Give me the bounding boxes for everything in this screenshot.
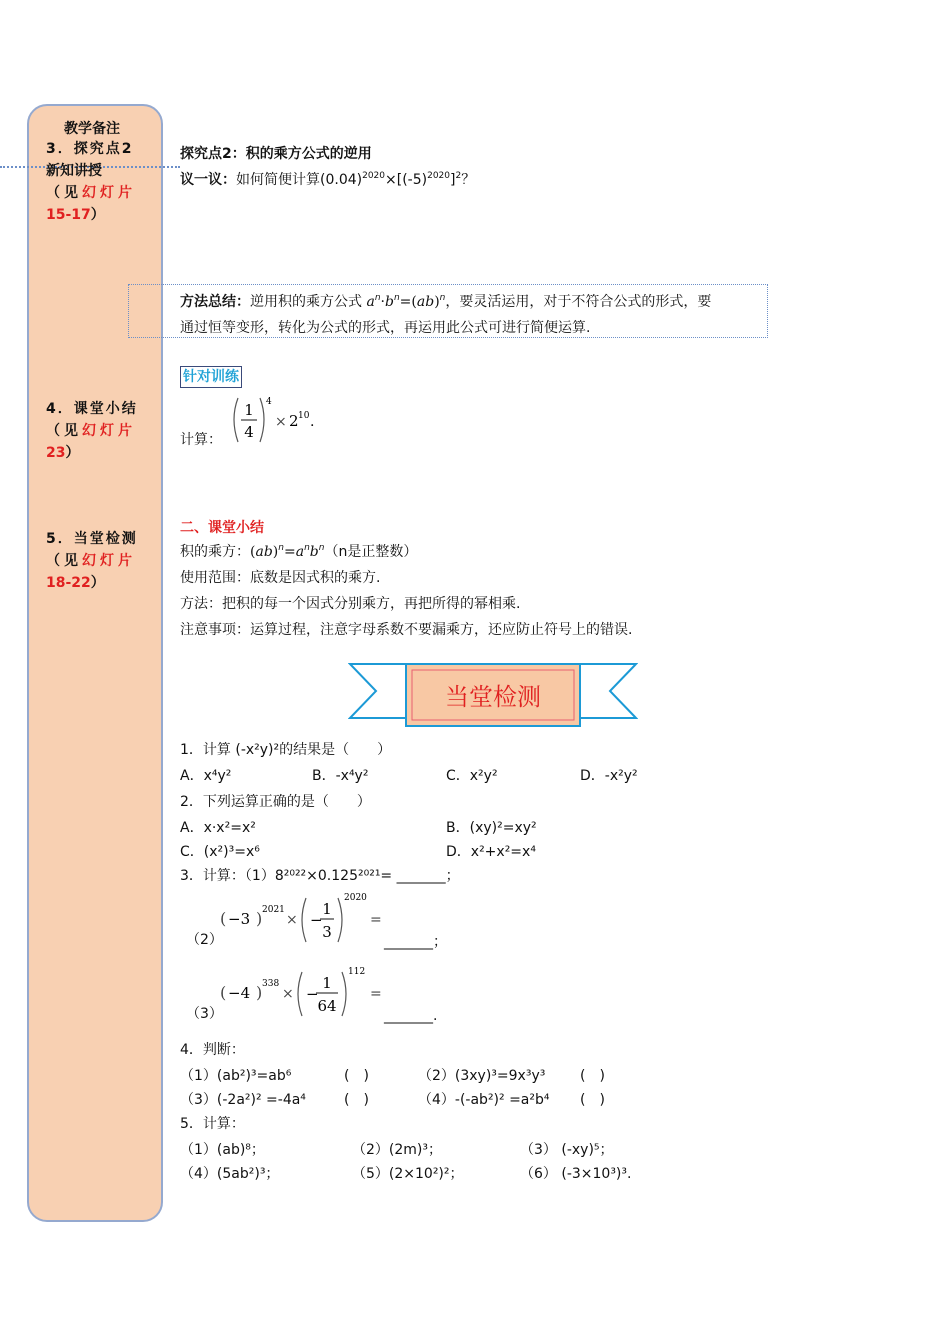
q1-option-a: A．x⁴y² [180,768,232,784]
method-summary-line2: 通过恒等变形，转化为公式的形式，再运用此公式可进行简便运算. [180,320,591,336]
q2-option-b: B．(xy)²=xy² [446,820,537,836]
exp-ten: 10 [298,411,310,421]
summary-formula: 积的乘方：$(ab)^n=a^nb^n(n$是正整数） [180,543,418,560]
sidebar-item-explore-range: 15-17） [46,207,105,223]
teaching-notes-sidebar [27,104,163,1222]
svg-text:−4: −4 [228,984,251,1002]
method-summary-line1: 方法总结：逆用积的乘方公式 $a^n\cdot b^n=(ab)^n$，要灵活运用，对于不符合公式的形式，要 [180,293,712,310]
svg-text:2021: 2021 [262,905,285,915]
q4-item-3: （3）(-2a²)² =-4a⁴ [180,1092,306,1108]
summary-scope: 使用范围：底数是因式积的乘方. [180,570,381,586]
svg-text:64: 64 [317,997,337,1015]
period: . [310,414,315,430]
q4-stem: 4．判断： [180,1042,245,1058]
training-expression [230,394,320,450]
discuss-question: 议一议：如何简便计算$(0.04)^{2020}\times[(-5)^{2020}]^2$？ [180,171,476,188]
q3-part3-formula [216,962,386,1018]
q5-stem: 5．计算： [180,1116,245,1132]
training-title: 针对训练 [180,366,242,388]
svg-text:3: 3 [322,923,332,941]
sidebar-item-test-range: 18-22） [46,575,105,591]
training-calc-label: 计算： [180,432,222,448]
q3-part2-blank: _______； [384,934,447,950]
sidebar-item-test-ref: （见幻灯片 [46,553,136,569]
q3-part2-formula [216,888,386,944]
svg-text:(: ( [220,983,227,1002]
q4-item-4: （4）-(-ab²)² =a²b⁴ [418,1092,550,1108]
q5-item-2: （2）(2m)³； [352,1142,442,1158]
q4-item-4-answer: ( ) [580,1092,605,1108]
q5-item-1: （1）(ab)⁸； [180,1142,265,1158]
svg-text:=: = [370,912,382,928]
explore-heading: 探究点2：积的乘方公式的逆用 [180,146,372,162]
sidebar-item-summary: 4．课堂小结 [46,401,138,417]
q2-option-c: C．(x²)³=x⁶ [180,844,260,860]
q2-stem: 2．下列运算正确的是（ ） [180,794,371,810]
banner-text: 当堂检测 [445,683,541,711]
svg-text:×: × [282,986,294,1002]
q4-item-1: （1）(ab²)³=ab⁶ [180,1068,292,1084]
q3-part3-expression [216,962,386,1022]
svg-text:1: 1 [322,900,332,918]
q1-option-b: B．-x⁴y² [312,768,369,784]
sidebar-item-explore-ref: （见幻灯片 [46,185,136,201]
frac-den: 4 [244,423,254,441]
q1-stem: 1．计算 (-x²y)²的结果是（ ） [180,742,392,758]
svg-text:×: × [275,414,287,430]
q2-option-a: A．x·x²=x² [180,820,256,836]
summary-notes: 注意事项：运算过程，注意字母系数不要漏乘方，还应防止符号上的错误. [180,622,633,638]
q5-item-6: （6） (-3×10³)³. [520,1166,632,1182]
svg-text:112: 112 [348,967,366,977]
q3-part3-blank: _______. [384,1008,438,1024]
q4-item-1-answer: ( ) [344,1068,369,1084]
q4-item-2-answer: ( ) [580,1068,605,1084]
base-two: 2 [289,412,299,430]
summary-method: 方法：把积的每一个因式分别乘方，再把所得的幂相乘. [180,596,521,612]
svg-text:338: 338 [262,979,280,989]
q5-item-4: （4）(5ab²)³； [180,1166,280,1182]
svg-text:2020: 2020 [344,893,367,903]
q1-option-d: D．-x²y² [580,768,638,784]
sidebar-item-explore: 3．探究点2 [46,141,134,157]
svg-text:): ) [256,983,263,1002]
frac-num: 1 [244,401,254,419]
training-formula [230,394,320,446]
svg-text:1: 1 [322,974,332,992]
ribbon-banner [348,660,638,732]
q5-item-5: （5）(2×10²)²； [352,1166,464,1182]
svg-text:−: − [306,985,319,1003]
svg-text:=: = [370,986,382,1002]
q3-part2-expression [216,888,386,948]
q3-part1: 3．计算：（1）8²⁰²²×0.125²⁰²¹= _______； [180,868,460,884]
q4-item-2: （2）(3xy)³=9x³y³ [418,1068,546,1084]
q2-option-d: D．x²+x²=x⁴ [446,844,536,860]
sidebar-title: 教学备注 [64,121,120,137]
sidebar-item-test: 5．当堂检测 [46,531,138,547]
q4-item-3-answer: ( ) [344,1092,369,1108]
q3-part3-label: （3） [186,1006,223,1022]
svg-text:−: − [310,911,323,929]
q5-item-3: （3） (-xy)⁵； [520,1142,614,1158]
sidebar-item-summary-ref: （见幻灯片 [46,423,136,439]
sidebar-item-summary-range: 23） [46,445,80,461]
svg-text:×: × [286,912,298,928]
outer-exponent: 4 [266,397,272,407]
sidebar-item-explore-sub: 新知讲授 [46,163,102,179]
summary-heading: 二、课堂小结 [180,520,264,536]
svg-text:): ) [256,909,263,928]
q3-part2-label: （2） [186,932,223,948]
svg-text:−3: −3 [228,910,251,928]
svg-text:(: ( [220,909,227,928]
test-banner [348,660,638,736]
q1-option-c: C．x²y² [446,768,498,784]
